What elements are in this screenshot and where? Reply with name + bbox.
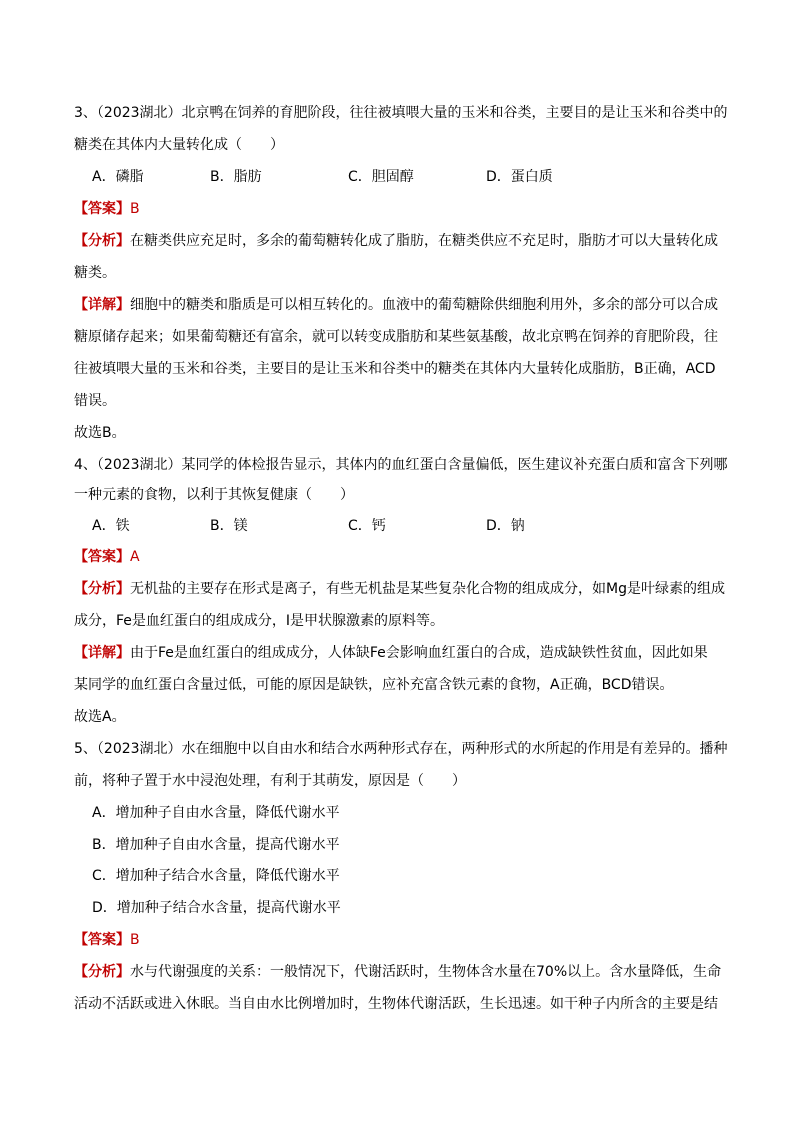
q4-option-c: C．钙 — [348, 518, 386, 534]
q3-analysis-tag: 【分析】 — [74, 233, 130, 249]
q3-detail-line2: 糖原储存起来；如果葡萄糖还有富余，就可以转变成脂肪和某些氨基酸，故北京鸭在饲养的育肥阶段，往 — [74, 329, 718, 345]
q3-answer — [74, 199, 140, 219]
q3-analysis-line2: 糖类。 — [74, 265, 116, 281]
q3-analysis-line1 — [74, 231, 718, 251]
q4-detail-tag: 【详解】 — [74, 645, 130, 661]
q5-analysis-line2: 活动不活跃或进入休眠。当自由水比例增加时，生物体代谢活跃，生长迅速。如干种子内所含的主要是结 — [74, 996, 718, 1012]
q5-option-a: A．增加种子自由水含量，降低代谢水平 — [92, 805, 340, 821]
q3-option-c: C．胆固醇 — [348, 169, 414, 185]
q4-detail-line2: 某同学的血红蛋白含量过低，可能的原因是缺铁，应补充富含铁元素的食物，A正确，BCD错误。 — [74, 677, 674, 693]
q3-detail-text1: 细胞中的糖类和脂质是可以相互转化的。血液中的葡萄糖除供细胞利用外，多余的部分可以合成 — [130, 297, 718, 313]
q4-conclusion: 故选A。 — [74, 709, 126, 725]
q5-stem-line2: 前，将种子置于水中浸泡处理，有利于其萌发，原因是（ ） — [74, 773, 466, 789]
q4-answer-value: A — [130, 549, 140, 565]
q3-detail-line4: 错误。 — [74, 393, 116, 409]
q3-conclusion: 故选B。 — [74, 425, 126, 441]
q4-detail-text1: 由于Fe是血红蛋白的组成成分，人体缺Fe会影响血红蛋白的合成，造成缺铁性贫血，因此如果 — [130, 645, 708, 661]
q3-detail-tag: 【详解】 — [74, 297, 130, 313]
q4-stem-line1: 4、（2023湖北）某同学的体检报告显示，其体内的血红蛋白含量偏低，医生建议补充蛋白质和富含下列哪 — [74, 457, 728, 473]
q5-option-d: D．增加种子结合水含量，提高代谢水平 — [92, 900, 341, 916]
q4-analysis-line2: 成分，Fe是血红蛋白的组成成分，I是甲状腺激素的原料等。 — [74, 613, 445, 629]
q5-analysis-line1 — [74, 962, 721, 982]
q4-analysis-text1: 无机盐的主要存在形式是离子，有些无机盐是某些复杂化合物的组成成分，如Mg是叶绿素的组成 — [130, 581, 725, 597]
q3-stem-line1: 3、（2023湖北）北京鸭在饲养的育肥阶段，往往被填喂大量的玉米和谷类，主要目的是让玉米和谷类中的 — [74, 105, 728, 121]
q4-answer-tag: 【答案】 — [74, 549, 130, 565]
q4-option-a: A．铁 — [92, 518, 130, 534]
q3-answer-tag: 【答案】 — [74, 201, 130, 217]
q5-analysis-text1: 水与代谢强度的关系：一般情况下，代谢活跃时，生物体含水量在70%以上。含水量降低，生命 — [130, 964, 722, 980]
q5-answer-tag: 【答案】 — [74, 932, 130, 948]
q3-detail-line3: 往被填喂大量的玉米和谷类，主要目的是让玉米和谷类中的糖类在其体内大量转化成脂肪，B正确，ACD — [74, 361, 716, 377]
q5-answer-value: B — [130, 932, 140, 948]
q3-option-a: A．磷脂 — [92, 169, 144, 185]
q5-answer — [74, 930, 140, 950]
q4-detail-line1 — [74, 643, 708, 663]
q4-analysis-tag: 【分析】 — [74, 581, 130, 597]
q4-analysis-line1 — [74, 579, 725, 599]
q4-answer — [74, 547, 140, 567]
q5-option-c: C．增加种子结合水含量，降低代谢水平 — [92, 868, 340, 884]
q4-stem-line2: 一种元素的食物，以利于其恢复健康（ ） — [74, 487, 354, 503]
q3-answer-value: B — [130, 201, 140, 217]
q3-detail-line1 — [74, 295, 718, 315]
q5-stem-line1: 5、（2023湖北）水在细胞中以自由水和结合水两种形式存在，两种形式的水所起的作用是有差异的。播种 — [74, 741, 728, 757]
q3-option-d: D．蛋白质 — [486, 169, 553, 185]
q3-stem-line2: 糖类在其体内大量转化成（ ） — [74, 137, 284, 153]
q5-analysis-tag: 【分析】 — [74, 964, 130, 980]
q3-option-b: B．脂肪 — [210, 169, 262, 185]
q5-option-b: B．增加种子自由水含量，提高代谢水平 — [92, 837, 340, 853]
q4-option-b: B．镁 — [210, 518, 248, 534]
q4-option-d: D．钠 — [486, 518, 525, 534]
q3-analysis-text1: 在糖类供应充足时，多余的葡萄糖转化成了脂肪，在糖类供应不充足时，脂肪才可以大量转化成 — [130, 233, 718, 249]
